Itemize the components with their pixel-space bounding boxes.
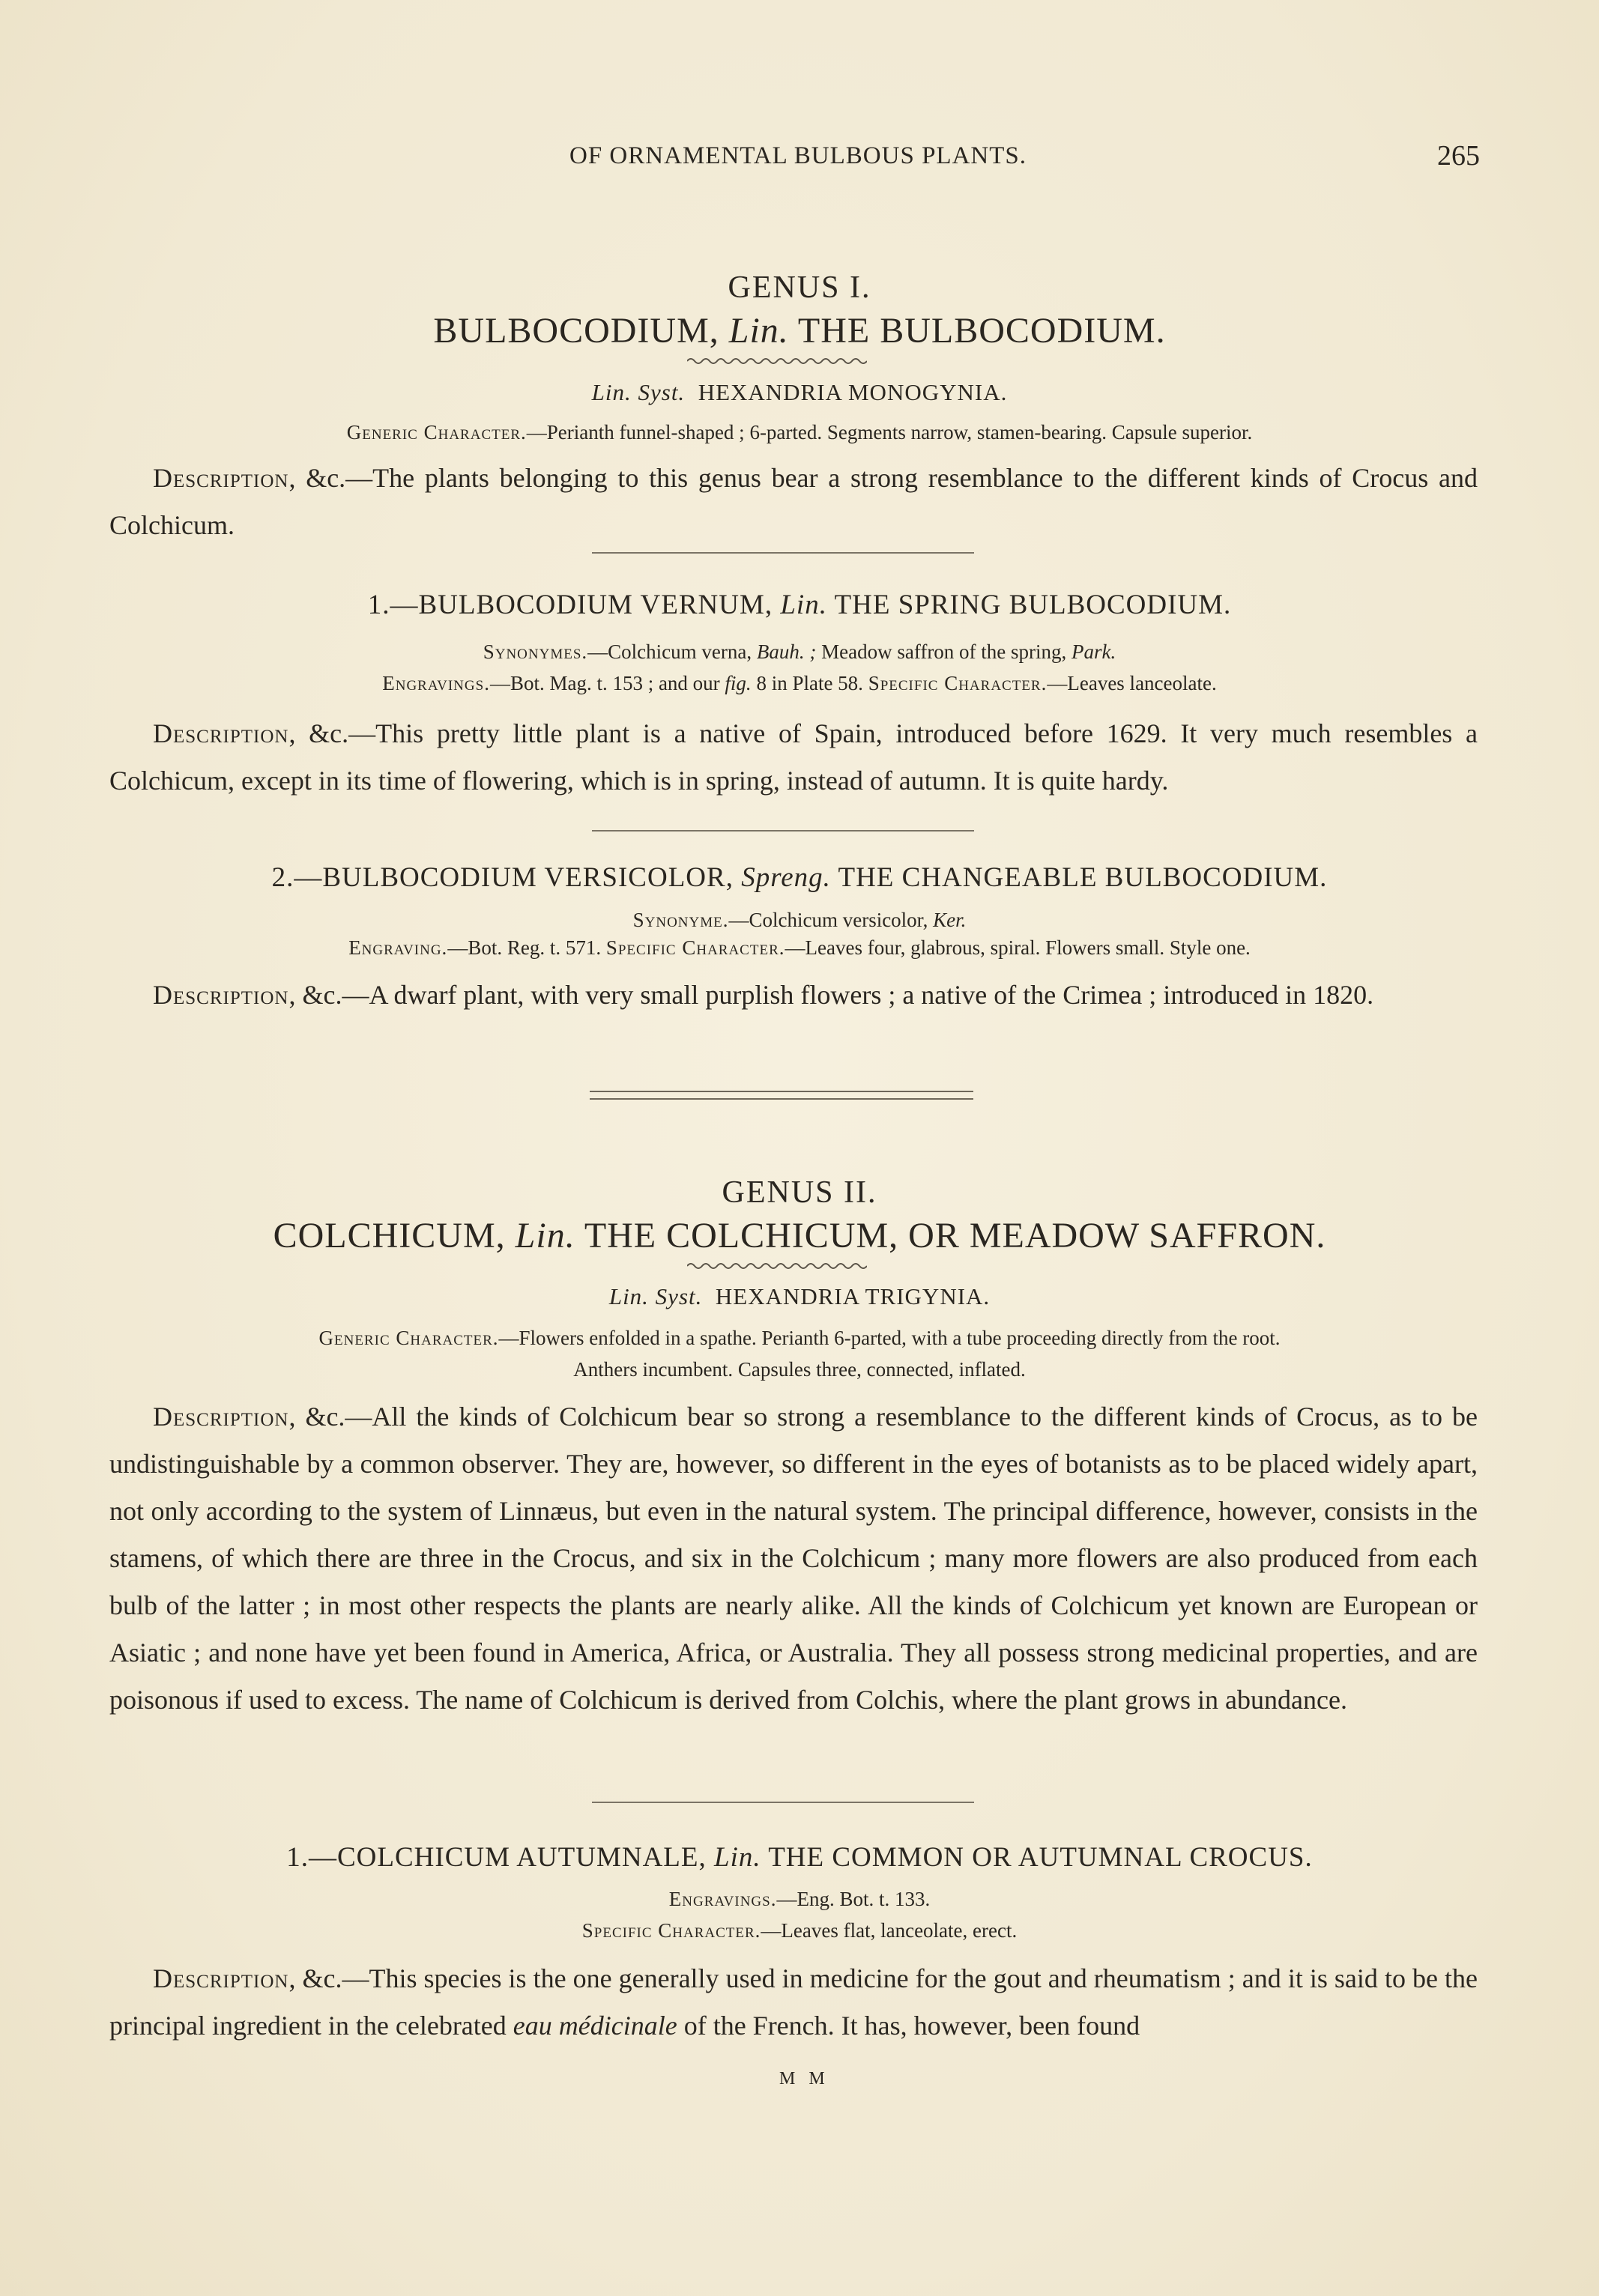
synonymes-text: —Colchicum verna,: [587, 640, 757, 663]
description-label: Description: [153, 718, 289, 748]
figure-ref: fig.: [725, 672, 752, 694]
synonyme-author: Ker.: [933, 909, 967, 931]
species-1-common-name: THE SPRING BULBOCODIUM.: [826, 590, 1232, 620]
species-3-name: 1.—COLCHICUM AUTUMNALE,: [286, 1842, 715, 1873]
species-3-common-name: THE COMMON OR AUTUMNAL CROCUS.: [761, 1842, 1313, 1873]
genus-2-label: GENUS II.: [722, 1175, 877, 1210]
species-3-heading: [0, 1841, 1599, 1874]
description-italic: eau médicinale: [513, 2011, 677, 2041]
section-rule-1: [592, 552, 974, 554]
species-1-engravings: [0, 672, 1599, 695]
synonymes-text: Meadow saffron of the spring,: [816, 640, 1072, 663]
wavy-ornament-1: [687, 356, 867, 366]
genus-2-title: [0, 1215, 1599, 1256]
description-label: Description: [153, 1963, 289, 1993]
section-rule-3: [592, 1802, 974, 1803]
generic-character-label: Generic Character.: [318, 1327, 499, 1349]
description-text: , &c.—All the kinds of Colchicum bear so strong a resemblance to the different kinds of Crocus, as to be undistinguishable by a common observer. They are, however, so different in the eyes of botanists as to be placed widely apart, not only according to the system of Linnæus, but even in the natural system. The principal difference, however, consists in the stamens, of which there are three in the Crocus, and six in the Colchicum ; many more flowers are also produced from each bulb of the latter ; in most other respects the plants are nearly alike. All the kinds of Colchicum yet known are European or Asiatic ; and none have yet been found in America, Africa, or Australia. They all possess strong medicinal properties, and are poisonous if used to excess. The name of Colchicum is derived from Colchis, where the plant grows in abundance.: [109, 1402, 1478, 1715]
species-2-heading: [0, 861, 1599, 894]
description-label: Description: [153, 980, 289, 1010]
genus-1-description: [109, 455, 1478, 549]
page-number: 265: [1437, 140, 1480, 172]
system-label: Lin. Syst.: [591, 379, 686, 405]
specific-character-label: Specific Character.: [581, 1919, 761, 1942]
description-text: of the French. It has, however, been found: [677, 2011, 1140, 2041]
description-text: , &c.—A dwarf plant, with very small purplish flowers ; a native of the Crimea ; introduced in 1820.: [288, 980, 1374, 1010]
description-label: Description: [153, 463, 289, 493]
species-2-name: 2.—BULBOCODIUM VERSICOLOR,: [271, 862, 742, 893]
specific-character-label: Specific Character.: [868, 672, 1048, 694]
double-rule-separator: [590, 1091, 973, 1100]
description-label: Description: [153, 1402, 289, 1432]
genus-2-description: [109, 1393, 1478, 1724]
generic-character-label: Generic Character.: [346, 421, 527, 443]
species-1-heading: [0, 589, 1599, 621]
genus-2-common-name: THE COLCHICUM, OR MEADOW SAFFRON.: [575, 1216, 1326, 1255]
system-value: HEXANDRIA TRIGYNIA.: [715, 1283, 991, 1309]
description-text: , &c.—This pretty little plant is a native of Spain, introduced before 1629. It very much resembles a Colchicum, except in its time of flowering, which is in spring, instead of autumn. It is quite hardy.: [109, 718, 1478, 796]
genus-1-generic-character: [0, 421, 1599, 444]
genus-2-generic-character-cont: Anthers incumbent. Capsules three, connected, inflated.: [573, 1358, 1026, 1381]
genus-1-name: BULBOCODIUM,: [433, 311, 729, 351]
species-2-common-name: THE CHANGEABLE BULBOCODIUM.: [830, 862, 1328, 893]
description-text: , &c.—This species is the one generally used in medicine for the gout and rheumatism ; and it is said to be the principal ingredient in the celebrated: [109, 1963, 1478, 2041]
genus-1-label: GENUS I.: [728, 270, 871, 305]
species-1-author: Lin.: [780, 590, 827, 620]
genus-1-system: [0, 379, 1599, 406]
specific-character-label: Specific Character.: [605, 936, 785, 959]
synonymes-label: Synonymes.: [483, 640, 588, 663]
engraving-label: Engraving.: [348, 936, 448, 959]
wavy-ornament-2: [687, 1261, 867, 1271]
synonymes-author: Park.: [1071, 640, 1116, 663]
species-3-specific-character: [0, 1919, 1599, 1942]
genus-1-title: [0, 310, 1599, 351]
species-1-description: [109, 710, 1478, 805]
genus-2-name: COLCHICUM,: [273, 1216, 516, 1255]
engravings-label: Engravings.: [668, 1888, 777, 1910]
genus-1-author: Lin.: [728, 311, 789, 351]
genus-2-generic-character: [0, 1327, 1599, 1350]
generic-character-text: —Flowers enfolded in a spathe. Perianth 6-parted, with a tube proceeding directly from the root.: [498, 1327, 1281, 1349]
section-rule-2: [592, 830, 974, 832]
system-label: Lin. Syst.: [608, 1283, 703, 1309]
species-3-engravings: [0, 1888, 1599, 1911]
description-text: , &c.—The plants belonging to this genus bear a strong resemblance to the different kinds of Crocus and Colchicum.: [109, 463, 1478, 540]
running-head: OF ORNAMENTAL BULBOUS PLANTS.: [569, 142, 1027, 169]
engravings-label: Engravings.: [382, 672, 490, 694]
system-value: HEXANDRIA MONOGYNIA.: [698, 379, 1008, 405]
genus-2-author: Lin.: [515, 1216, 575, 1255]
species-1-name: 1.—BULBOCODIUM VERNUM,: [367, 590, 781, 620]
engraving-text: —Bot. Reg. t. 571.: [447, 936, 606, 959]
synonyme-text: —Colchicum versicolor,: [728, 909, 934, 931]
species-2-synonyme: [0, 909, 1599, 932]
engravings-text: 8 in Plate 58.: [751, 672, 868, 694]
specific-character-text: —Leaves flat, lanceolate, erect.: [761, 1919, 1018, 1942]
signature-mark: M M: [779, 2069, 829, 2088]
genus-1-common-name: THE BULBOCODIUM.: [788, 311, 1166, 351]
engravings-text: —Bot. Mag. t. 153 ; and our: [489, 672, 725, 694]
species-2-engraving: [0, 936, 1599, 960]
genus-2-system: [0, 1283, 1599, 1310]
synonyme-label: Synonyme.: [632, 909, 729, 931]
species-3-author: Lin.: [714, 1842, 761, 1873]
specific-character-text: —Leaves lanceolate.: [1047, 672, 1217, 694]
species-1-synonymes: [0, 640, 1599, 664]
species-2-author: Spreng.: [741, 862, 831, 893]
species-3-description: [109, 1955, 1478, 2050]
species-2-description: [109, 972, 1478, 1019]
engravings-text: —Eng. Bot. t. 133.: [776, 1888, 931, 1910]
synonymes-author: Bauh. ;: [756, 640, 817, 663]
specific-character-text: —Leaves four, glabrous, spiral. Flowers small. Style one.: [785, 936, 1251, 959]
generic-character-text: —Perianth funnel-shaped ; 6-parted. Segments narrow, stamen-bearing. Capsule superior.: [526, 421, 1253, 443]
